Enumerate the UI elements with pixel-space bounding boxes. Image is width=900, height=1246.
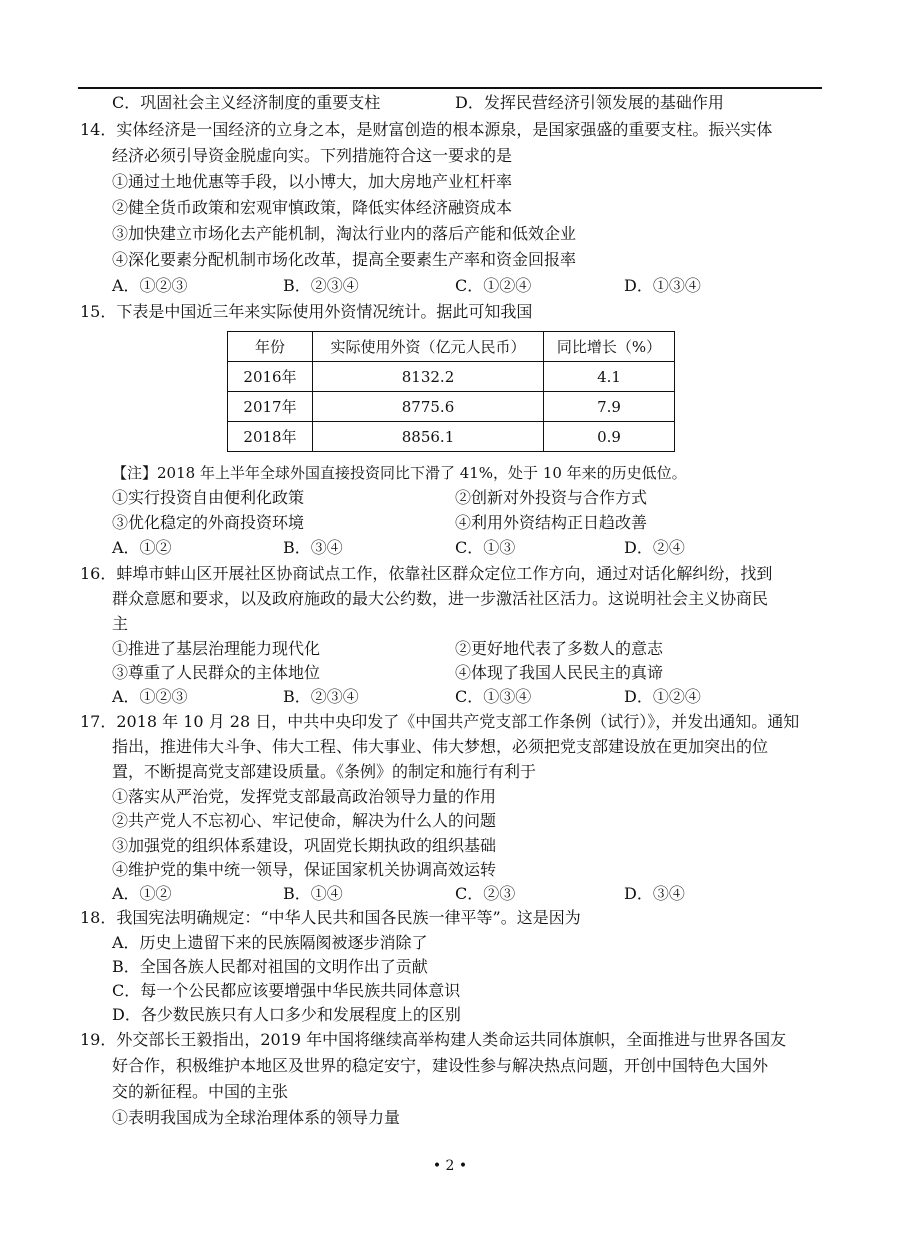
table-cell: 0.9 [544,422,675,452]
table-header-cell: 同比增长（%） [544,332,675,362]
q14-option-d: D．①③④ [624,276,701,295]
q14-item: ①通过土地优惠等手段，以小博大，加大房地产业杠杆率 [112,172,513,191]
q15-stem: 15．下表是中国近三年来实际使用外资情况统计。据此可知我国 [80,302,533,321]
q16-stem: 主 [112,614,129,633]
q15-item: ④利用外资结构正日趋改善 [455,513,648,532]
q17-stem: 17．2018 年 10 月 28 日，中共中央印发了《中国共产党支部工作条例（试行）》，并发出通知。通知 [80,712,800,731]
table-cell: 4.1 [544,362,675,392]
q19-stem: 交的新征程。中国的主张 [112,1082,289,1101]
q15-option-d: D．②④ [624,538,685,557]
q13-option-d: D．发挥民营经济引领发展的基础作用 [455,93,724,112]
table-header-cell: 实际使用外资（亿元人民币） [313,332,544,362]
q17-item: ④维护党的集中统一领导，保证国家机关协调高效运转 [112,860,497,879]
q14-item: ③加快建立市场化去产能机制，淘汰行业内的落后产能和低效企业 [112,224,577,243]
q16-stem: 群众意愿和要求，以及政府施政的最大公约数，进一步激活社区活力。这说明社会主义协商民 [112,589,769,608]
table-cell: 2018年 [228,422,313,452]
q18-option-d: D．各少数民族只有人口多少和发展程度上的区别 [112,1005,461,1024]
q14-option-c: C．①②④ [455,276,532,295]
table-row [228,392,675,422]
q14-item: ④深化要素分配机制市场化改革，提高全要素生产率和资金回报率 [112,250,577,269]
q15-note: 【注】2018 年上半年全球外国直接投资同比下滑了 41%，处于 10 年来的历史低位。 [112,464,687,482]
page-number: • 2 • [432,1158,468,1174]
q15-option-c: C．①③ [455,538,516,557]
q16-stem: 16．蚌埠市蚌山区开展社区协商试点工作，依靠社区群众定位工作方向，通过对话化解纠纷，找到 [80,564,773,583]
q17-stem: 置，不断提高党支部建设质量。《条例》的制定和施行有利于 [112,762,537,781]
q17-option-b: B．①④ [283,884,343,903]
q16-option-b: B．②③④ [283,687,359,706]
q17-option-c: C．②③ [455,884,516,903]
q17-item: ①落实从严治党，发挥党支部最高政治领导力量的作用 [112,787,497,806]
header-rule [78,87,822,89]
q18-option-c: C．每一个公民都应该要增强中华民族共同体意识 [112,981,461,1000]
q17-item: ③加强党的组织体系建设，巩固党长期执政的组织基础 [112,836,497,855]
q17-stem: 指出，推进伟大斗争、伟大工程、伟大事业、伟大梦想，必须把党支部建设放在更加突出的位 [112,737,769,756]
q16-item: ③尊重了人民群众的主体地位 [112,663,321,682]
table-cell: 8856.1 [313,422,544,452]
q15-option-b: B．③④ [283,538,343,557]
table-cell: 2017年 [228,392,313,422]
q15-item: ①实行投资自由便利化政策 [112,488,305,507]
q17-item: ②共产党人不忘初心、牢记使命，解决为什么人的问题 [112,811,497,830]
table-cell: 2016年 [228,362,313,392]
table-header-cell: 年份 [228,332,313,362]
table-cell: 8132.2 [313,362,544,392]
q15-item: ②创新对外投资与合作方式 [455,488,648,507]
q14-option-b: B．②③④ [283,276,359,295]
q19-stem: 19．外交部长王毅指出，2019 年中国将继续高举构建人类命运共同体旗帜，全面推进与世界各国友 [80,1030,787,1049]
q19-item: ①表明我国成为全球治理体系的领导力量 [112,1108,401,1127]
q18-stem: 18．我国宪法明确规定：“中华人民共和国各民族一律平等”。这是因为 [80,908,581,927]
q14-stem: 14．实体经济是一国经济的立身之本，是财富创造的根本源泉，是国家强盛的重要支柱。振兴实体 [80,120,773,139]
q14-stem: 经济必须引导资金脱虚向实。下列措施符合这一要求的是 [112,146,513,165]
q14-option-a: A．①②③ [112,276,188,295]
table-cell: 8775.6 [313,392,544,422]
q14-item: ②健全货币政策和宏观审慎政策，降低实体经济融资成本 [112,198,513,217]
q15-item: ③优化稳定的外商投资环境 [112,513,305,532]
q16-item: ②更好地代表了多数人的意志 [455,639,664,658]
q17-option-d: D．③④ [624,884,685,903]
q16-option-d: D．①②④ [624,687,701,706]
table-cell: 7.9 [544,392,675,422]
foreign-investment-table [227,331,675,452]
q13-option-c: C．巩固社会主义经济制度的重要支柱 [112,93,381,112]
table-row [228,362,675,392]
q18-option-a: A．历史上遗留下来的民族隔阂被逐步消除了 [112,933,428,952]
q18-option-b: B．全国各族人民都对祖国的文明作出了贡献 [112,957,428,976]
q16-item: ①推进了基层治理能力现代化 [112,639,321,658]
q16-item: ④体现了我国人民民主的真谛 [455,663,664,682]
q16-option-c: C．①③④ [455,687,532,706]
table-row [228,422,675,452]
q17-option-a: A．①② [112,884,172,903]
q19-stem: 好合作，积极维护本地区及世界的稳定安宁，建设性参与解决热点问题，开创中国特色大国外 [112,1056,769,1075]
q16-option-a: A．①②③ [112,687,188,706]
table-header-row [228,332,675,362]
q15-option-a: A．①② [112,538,172,557]
